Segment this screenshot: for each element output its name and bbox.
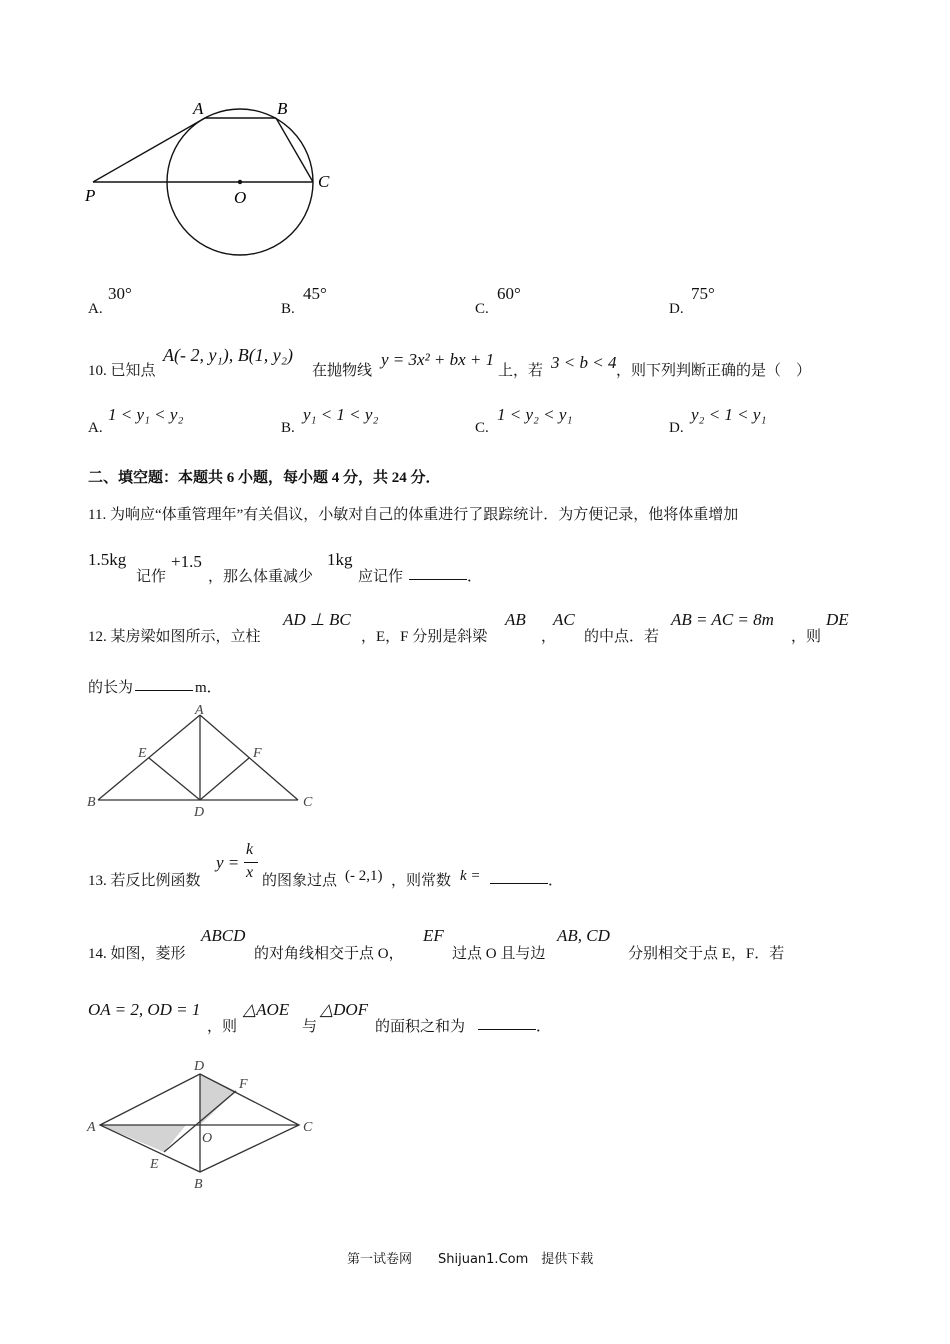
section-2-title: 二、填空题：本题共 6 小题，每小题 4 分，共 24 分． (88, 470, 441, 486)
q14-text-1: 14. 如图，菱形 (88, 946, 186, 962)
q9-option-b-label: B. (281, 301, 295, 317)
q10-option-d-value: y₂ < 1 < y₁ (691, 405, 767, 424)
fig14-label-f: F (239, 1077, 248, 1092)
q13-text-1: 13. 若反比例函数 (88, 873, 201, 889)
q11-answer-blank[interactable] (409, 565, 467, 580)
q9-option-c-label: C. (475, 301, 489, 317)
q10-option-c-label: C. (475, 420, 489, 436)
q11-value-1: 1.5kg (88, 550, 127, 569)
q10-option-a-label: A. (88, 420, 103, 436)
q14-math-5: △AOE (243, 1000, 290, 1019)
fig12-label-c: C (303, 795, 313, 810)
figure-q9-circle (80, 95, 340, 265)
q14-text-2: 的对角线相交于点 O， (254, 946, 404, 962)
q11-end: ． (467, 569, 483, 585)
q10-stem-a: 10. 已知点 (88, 363, 156, 379)
fig14-label-e: E (150, 1157, 159, 1172)
q12-text-5: ，则 (791, 629, 822, 645)
q14-math-2: EF (423, 926, 444, 945)
fig14-label-d: D (194, 1059, 205, 1074)
q10-stem-b: 在抛物线 (312, 363, 373, 379)
q11-line-1: 11. 为响应“体重管理年”有关倡议，小敏对自己的体重进行了跟踪统计．为方便记录，他将体重增加 (88, 507, 739, 523)
figure-q12-beam (85, 700, 315, 820)
q12-math-3: AC (553, 610, 575, 629)
q12-line-2a: 的长为 (88, 680, 134, 696)
q11-text-2: ，那么体重减少 (208, 569, 314, 585)
q9-option-b-value: 45° (303, 284, 327, 303)
q14-text-7: 的面积之和为 (375, 1019, 466, 1035)
q12-math-4: AB = AC = 8m (671, 610, 774, 629)
q11-text-1: 记作 (136, 569, 167, 585)
q10-stem-c: 上，若 (498, 363, 544, 379)
fig14-label-o: O (202, 1131, 213, 1146)
q13-answer-blank[interactable] (490, 869, 548, 884)
q14-math-3: AB, CD (557, 926, 610, 945)
q10-option-c-value: 1 < y₂ < y₁ (497, 405, 573, 424)
fig14-label-c: C (303, 1120, 313, 1135)
q10-option-d-label: D. (669, 420, 684, 436)
q12-math-2: AB (505, 610, 526, 629)
q10-parabola: y = 3x² + bx + 1 (381, 350, 495, 369)
q11-value-2: +1.5 (171, 552, 202, 571)
fig12-label-d: D (194, 805, 205, 820)
q10-points: A(- 2, y₁), B(1, y₂) (163, 345, 293, 365)
q14-text-4: 分别相交于点 E，F．若 (628, 946, 785, 962)
q10-condition: 3 < b < 4 (551, 353, 617, 372)
figure-q14-rhombus (85, 1052, 320, 1192)
q12-line-2b: m． (195, 680, 222, 696)
q13-end: ． (548, 873, 564, 889)
fig9-label-p: P (85, 186, 96, 205)
fig9-label-c: C (318, 172, 330, 191)
q13-text-3: ，则常数 (391, 873, 452, 889)
q9-option-c-value: 60° (497, 284, 521, 303)
q13-fraction-numerator: k (246, 841, 254, 858)
fig14-label-a: A (87, 1120, 96, 1135)
fig12-label-e: E (138, 746, 147, 761)
q12-text-4: 的中点．若 (584, 629, 660, 645)
q13-point: (- 2,1) (345, 868, 383, 884)
fig14-label-b: B (194, 1177, 203, 1192)
q9-option-a-label: A. (88, 301, 103, 317)
q9-option-d-value: 75° (691, 284, 715, 303)
q13-y: y = (216, 853, 240, 872)
q14-text-6: 与 (302, 1019, 318, 1035)
q14-answer-blank[interactable] (478, 1015, 536, 1030)
q14-text-3: 过点 O 且与边 (452, 946, 546, 962)
q11-text-3: 应记作 (358, 569, 404, 585)
q12-math-5: DE (826, 610, 849, 629)
q12-text-3: ， (541, 629, 557, 645)
q10-option-b-label: B. (281, 420, 295, 436)
q13-k: k = (460, 868, 481, 884)
q13-fraction-bar (244, 862, 258, 863)
q12-text-2: ，E，F 分别是斜梁 (361, 629, 488, 645)
q14-end: ． (536, 1019, 552, 1035)
q12-answer-blank[interactable] (135, 676, 193, 691)
q10-stem-d: ，则下列判断正确的是（ ） (616, 363, 812, 379)
q12-math-1: AD ⊥ BC (283, 610, 351, 629)
page-footer: 第一试卷网 Shijuan1.Com 提供下载 (347, 1252, 594, 1267)
fig9-label-b: B (277, 99, 288, 118)
q9-option-a-value: 30° (108, 284, 132, 303)
fig12-label-b: B (87, 795, 96, 810)
fig9-label-a: A (193, 99, 204, 118)
q13-text-2: 的图象过点 (262, 873, 338, 889)
q13-fraction-denominator: x (246, 864, 254, 881)
q12-text-1: 12. 某房梁如图所示，立柱 (88, 629, 261, 645)
q14-math-6: △DOF (320, 1000, 369, 1019)
q14-math-4: OA = 2, OD = 1 (88, 1000, 201, 1019)
q10-option-a-value: 1 < y₁ < y₂ (108, 405, 184, 424)
q9-option-d-label: D. (669, 301, 684, 317)
q14-math-1: ABCD (201, 926, 246, 945)
fig12-label-a: A (195, 703, 204, 718)
q14-text-5: ，则 (207, 1019, 238, 1035)
fig9-label-o: O (234, 188, 247, 207)
q11-value-3: 1kg (327, 550, 353, 569)
q10-option-b-value: y₁ < 1 < y₂ (303, 405, 379, 424)
fig12-label-f: F (253, 746, 262, 761)
